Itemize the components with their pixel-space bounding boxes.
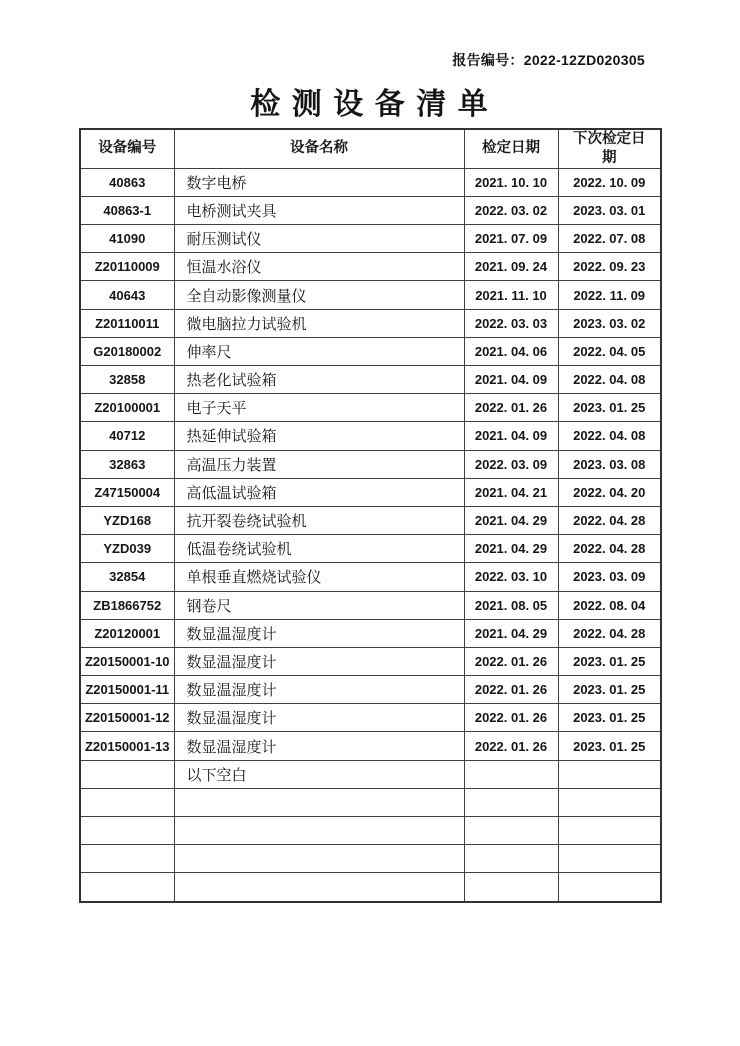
equipment-id-cell: 32858 [80,366,174,394]
equipment-id-cell: 41090 [80,225,174,253]
calibration-date-cell [464,760,558,788]
table-row [80,591,661,619]
equipment-id-cell: 40863-1 [80,196,174,224]
equipment-id-cell: Z20150001-11 [80,676,174,704]
header-calibration-date [464,129,558,168]
equipment-name-cell: 耐压测试仪 [174,225,464,253]
equipment-name-cell: 伸率尺 [174,337,464,365]
equipment-id-cell: YZD039 [80,535,174,563]
equipment-id-cell: ZB1866752 [80,591,174,619]
calibration-date-cell: 2021. 11. 10 [464,281,558,309]
calibration-date-cell: 2022. 01. 26 [464,676,558,704]
table-row [80,309,661,337]
table-row [80,873,661,902]
next-calibration-date-cell: 2022. 09. 23 [558,253,661,281]
equipment-name-cell: 数显温湿度计 [174,647,464,675]
next-calibration-date-cell: 2022. 04. 05 [558,337,661,365]
header-calibration-date-label: 检定日期 [482,140,540,157]
next-calibration-date-cell: 2023. 01. 25 [558,647,661,675]
calibration-date-cell: 2021. 04. 29 [464,619,558,647]
calibration-date-cell: 2022. 01. 26 [464,732,558,760]
table-row [80,732,661,760]
table-row [80,450,661,478]
calibration-date-cell: 2021. 07. 09 [464,225,558,253]
equipment-id-cell: Z20150001-12 [80,704,174,732]
equipment-name-cell: 恒温水浴仪 [174,253,464,281]
equipment-id-cell [80,845,174,873]
next-calibration-date-cell [558,845,661,873]
equipment-id-cell: 40643 [80,281,174,309]
table-header-row [80,129,661,168]
next-calibration-date-cell: 2023. 03. 08 [558,450,661,478]
equipment-id-cell: Z20110009 [80,253,174,281]
calibration-date-cell: 2022. 01. 26 [464,394,558,422]
table-row [80,281,661,309]
table-row [80,760,661,788]
header-equipment-name [174,129,464,168]
calibration-date-cell: 2021. 04. 29 [464,506,558,534]
equipment-id-cell [80,788,174,816]
equipment-id-cell: Z20120001 [80,619,174,647]
table-row [80,619,661,647]
next-calibration-date-cell: 2022. 04. 28 [558,506,661,534]
table-row [80,168,661,196]
equipment-name-cell: 数显温湿度计 [174,704,464,732]
calibration-date-cell: 2021. 04. 06 [464,337,558,365]
next-calibration-date-cell: 2022. 04. 08 [558,422,661,450]
next-calibration-date-cell [558,760,661,788]
equipment-name-cell: 抗开裂卷绕试验机 [174,506,464,534]
equipment-name-cell: 钢卷尺 [174,591,464,619]
calibration-date-cell: 2021. 08. 05 [464,591,558,619]
next-calibration-date-cell: 2023. 01. 25 [558,676,661,704]
calibration-date-cell: 2021. 04. 21 [464,478,558,506]
next-calibration-date-cell: 2022. 04. 28 [558,535,661,563]
header-equipment-id-label: 设备编号 [98,140,157,157]
table-row [80,422,661,450]
equipment-id-cell [80,817,174,845]
equipment-name-cell: 热老化试验箱 [174,366,464,394]
equipment-id-cell: Z20150001-10 [80,647,174,675]
calibration-date-cell: 2022. 03. 02 [464,196,558,224]
page-title: 检 测 设 备 清 单 [250,88,490,121]
calibration-date-cell: 2022. 01. 26 [464,704,558,732]
next-calibration-date-cell: 2023. 01. 25 [558,704,661,732]
next-calibration-date-cell: 2022. 11. 09 [558,281,661,309]
equipment-id-cell: Z20100001 [80,394,174,422]
calibration-date-cell [464,845,558,873]
calibration-date-cell: 2022. 01. 26 [464,647,558,675]
calibration-date-cell [464,788,558,816]
equipment-id-cell: G20180002 [80,337,174,365]
calibration-date-cell [464,873,558,902]
equipment-id-cell [80,760,174,788]
next-calibration-date-cell: 2022. 04. 08 [558,366,661,394]
calibration-date-cell: 2021. 04. 29 [464,535,558,563]
table-row [80,394,661,422]
table-row [80,253,661,281]
equipment-id-cell: Z47150004 [80,478,174,506]
table-row [80,704,661,732]
equipment-name-cell: 以下空白 [174,760,464,788]
calibration-date-cell: 2022. 03. 10 [464,563,558,591]
table-row [80,478,661,506]
equipment-name-cell: 高低温试验箱 [174,478,464,506]
next-calibration-date-cell [558,817,661,845]
calibration-date-cell: 2022. 03. 03 [464,309,558,337]
table-row [80,817,661,845]
next-calibration-date-cell: 2023. 03. 02 [558,309,661,337]
header-next-calibration-date [558,129,661,168]
next-calibration-date-cell: 2022. 08. 04 [558,591,661,619]
header-equipment-id [80,129,174,168]
next-calibration-date-cell: 2023. 01. 25 [558,394,661,422]
equipment-id-cell: Z20110011 [80,309,174,337]
equipment-name-cell: 数显温湿度计 [174,676,464,704]
next-calibration-date-cell: 2023. 03. 01 [558,196,661,224]
next-calibration-date-cell: 2023. 03. 09 [558,563,661,591]
equipment-name-cell: 数显温湿度计 [174,732,464,760]
equipment-name-cell: 全自动影像测量仪 [174,281,464,309]
equipment-id-cell: 32854 [80,563,174,591]
calibration-date-cell: 2021. 10. 10 [464,168,558,196]
equipment-name-cell: 数显温湿度计 [174,619,464,647]
table-row [80,563,661,591]
calibration-date-cell: 2021. 09. 24 [464,253,558,281]
table-row [80,196,661,224]
equipment-name-cell: 数字电桥 [174,168,464,196]
table-row [80,366,661,394]
equipment-name-cell: 高温压力装置 [174,450,464,478]
equipment-table-body [80,168,661,901]
next-calibration-date-cell: 2022. 04. 20 [558,478,661,506]
equipment-id-cell: 40712 [80,422,174,450]
header-equipment-name-label: 设备名称 [290,140,348,157]
table-row [80,788,661,816]
header-next-calibration-date-label: 下次检定日期 [573,131,646,166]
next-calibration-date-cell: 2022. 07. 08 [558,225,661,253]
equipment-id-cell: Z20150001-13 [80,732,174,760]
equipment-id-cell: YZD168 [80,506,174,534]
table-row [80,506,661,534]
equipment-id-cell [80,873,174,902]
table-row [80,647,661,675]
equipment-name-cell [174,873,464,902]
next-calibration-date-cell: 2023. 01. 25 [558,732,661,760]
equipment-name-cell: 热延伸试验箱 [174,422,464,450]
table-row [80,535,661,563]
equipment-name-cell: 微电脑拉力试验机 [174,309,464,337]
equipment-name-cell: 低温卷绕试验机 [174,535,464,563]
next-calibration-date-cell [558,873,661,902]
equipment-id-cell: 32863 [80,450,174,478]
calibration-date-cell: 2022. 03. 09 [464,450,558,478]
table-row [80,676,661,704]
table-row [80,337,661,365]
equipment-name-cell [174,817,464,845]
calibration-date-cell: 2021. 04. 09 [464,422,558,450]
report-number: 报告编号：2022-12ZD020305 [452,52,645,68]
calibration-date-cell: 2021. 04. 09 [464,366,558,394]
equipment-name-cell [174,845,464,873]
next-calibration-date-cell: 2022. 10. 09 [558,168,661,196]
calibration-date-cell [464,817,558,845]
table-row [80,845,661,873]
table-row [80,225,661,253]
equipment-table [79,128,662,903]
next-calibration-date-cell: 2022. 04. 28 [558,619,661,647]
equipment-name-cell: 电子天平 [174,394,464,422]
equipment-name-cell: 单根垂直燃烧试验仪 [174,563,464,591]
equipment-id-cell: 40863 [80,168,174,196]
equipment-name-cell: 电桥测试夹具 [174,196,464,224]
equipment-name-cell [174,788,464,816]
next-calibration-date-cell [558,788,661,816]
